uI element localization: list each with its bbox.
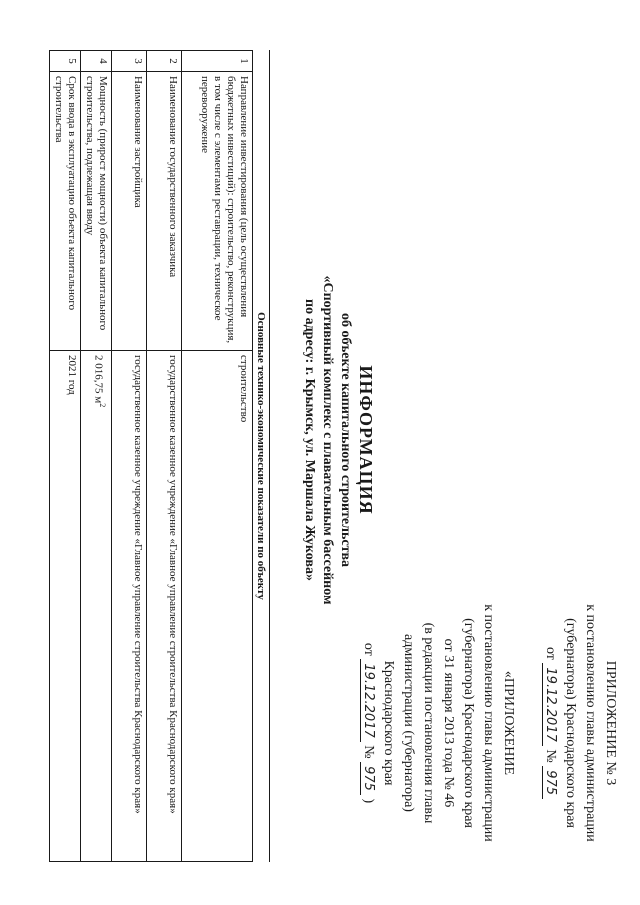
row-name: Мощность (прирост мощности) объекта капитального строительства, подлежащая вводу [81, 72, 112, 351]
row-number: 1 [182, 51, 253, 72]
row-value: 2021 год [50, 351, 81, 862]
prior-date-handwritten: 19.12.2017 [360, 659, 376, 741]
prior-appendix-label: «ПРИЛОЖЕНИЕ [501, 670, 516, 776]
appendix-label: ПРИЛОЖЕНИЕ № 3 [603, 660, 618, 786]
appendix-date-row [540, 560, 560, 886]
appendix-line-2: (губернатора) Краснодарского края [563, 618, 578, 828]
table-row [112, 51, 147, 862]
row-number: 2 [147, 51, 182, 72]
appendix-spacer [518, 560, 540, 886]
indicators-table [49, 50, 253, 862]
prior-line-5: администрации (губернатора) [401, 634, 416, 812]
appendix-date-handwritten: 19.12.2017 [542, 663, 558, 745]
row-name: Направление инвестирования (цель осуществления бюджетных инвестиций): строительство, реконструкция, в том числе с элементами реставрации, техническое перевооружение [182, 72, 253, 351]
title-main: ИНФОРМАЦИЯ [356, 365, 376, 515]
row-value: государственное казенное учреждение «Главное управление строительства Краснодарского края» [147, 351, 182, 862]
appendix-header [358, 560, 620, 886]
table-row [182, 51, 253, 862]
row-number: 3 [112, 51, 147, 72]
row-name: Наименование государственного заказчика [147, 72, 182, 351]
appendix-number-handwritten: 975 [542, 766, 558, 799]
appendix-date-prefix: от [543, 646, 558, 660]
row-value: строительство [182, 351, 253, 862]
prior-line-1: к постановлению главы администрации [481, 604, 496, 842]
prior-number-prefix: № [361, 745, 376, 759]
prior-line-3: от 31 января 2013 года № 46 [441, 638, 456, 808]
row-value: 2 016,75 м [92, 355, 105, 404]
row-value-cell [81, 351, 112, 862]
table-row [81, 51, 112, 862]
appendix-number-prefix: № [543, 749, 558, 763]
table-row [50, 51, 81, 862]
row-value: государственное казенное учреждение «Главное управление строительства Краснодарского края» [112, 351, 147, 862]
prior-close-paren: ) [361, 798, 376, 804]
row-number: 5 [50, 51, 81, 72]
row-value-superscript: 2 [98, 403, 107, 408]
appendix-line-1: к постановлению главы администрации [583, 604, 598, 842]
title-line-2: «Спортивный комплекс с плавательным бассейном [320, 275, 335, 605]
prior-line-2: (губернатора) Краснодарского края [461, 618, 476, 828]
prior-number-handwritten: 975 [360, 762, 376, 795]
prior-date-prefix: от [361, 642, 376, 656]
row-name: Наименование застройщика [112, 72, 147, 351]
table-row [147, 51, 182, 862]
title-line-3: по адресу: г. Крымск, ул. Маршала Жукова» [302, 299, 317, 581]
prior-line-6: Краснодарского края [381, 660, 396, 786]
document-title [300, 120, 378, 760]
title-line-1: об объекте капитального строительства [338, 312, 353, 568]
table-caption: Основные технико-экономические показатели по объекту [253, 50, 270, 862]
row-name: Срок ввода в эксплуатацию объекта капитального строительства [50, 72, 81, 351]
prior-line-4: (в редакции постановления главы [421, 622, 436, 824]
indicators-table-wrap [49, 50, 270, 862]
row-number: 4 [81, 51, 112, 72]
